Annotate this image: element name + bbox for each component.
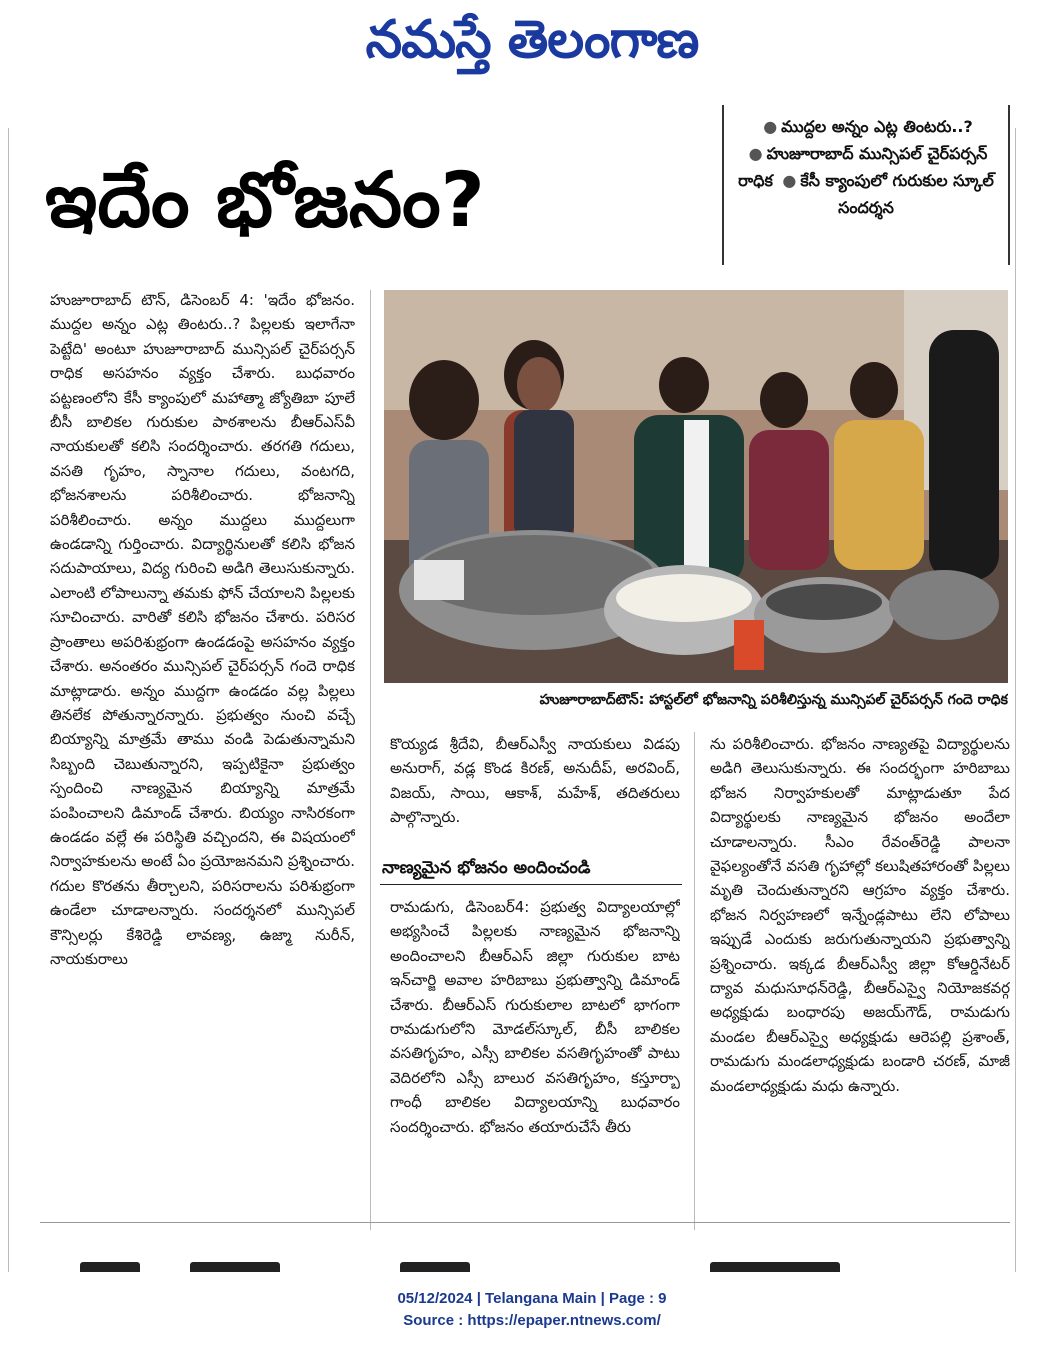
second-article-column: [390, 895, 680, 1207]
kicker-item: కేసీ క్యాంపులో గురుకుల స్కూల్ సందర్శన: [800, 171, 994, 217]
article-body-column: [50, 288, 355, 1208]
kicker-item: హుజూరాబాద్ మున్సిపల్ చైర్‌పర్సన్ రాధిక: [738, 144, 988, 190]
kicker-item: ముద్దల అన్నం ఎట్ల తింటరు..?: [781, 117, 973, 136]
article-paragraph: కొయ్యడ శ్రీదేవి, బీఆర్‌ఎస్వీ నాయకులు విడపు అనురాగ్, వడ్ల కొండ కిరణ్, అనుదీప్, అరవింద్, విజయ్, సాయి, ఆకాశ్, మహేశ్, తదితరులు పాల్గొన్నారు.: [390, 735, 680, 827]
article-paragraph: రామడుగు, డిసెంబర్4: ప్రభుత్వ విద్యాలయాల్లో అభ్యసించే పిల్లలకు నాణ్యమైన భోజనాన్ని అందించాలని బీఆర్‌ఎస్ జిల్లా గురుకుల బాట ఇన్‌చార్జి అవాల హరిబాబు ప్రభుత్వాన్ని డిమాండ్ చేశారు. బీఆర్‌ఎస్ గురుకులాల బాటలో భాగంగా రామడుగులోని మోడల్‌స్కూల్, బీసీ బాలికల వసతిగృహం, ఎస్సీ బాలికల వసతిగృహంతో పాటు వెదిరలోని ఎస్సీ బాలుర వసతిగృహం, కస్తూర్బా గాంధీ బాలికల విద్యాలయాన్ని బుధవారం సందర్శించారు. భోజనం తయారుచేసే తీరు: [390, 898, 680, 1136]
headline: ఇదేం భోజనం?: [45, 155, 485, 244]
page-footer: [0, 1288, 1064, 1332]
bullet-icon: ●: [748, 144, 763, 163]
bullet-icon: ●: [763, 117, 778, 136]
cropped-next-headline: [70, 1250, 900, 1272]
photo-caption: హుజూరాబాద్‌టౌన్: హాస్టల్‌లో భోజనాన్ని పరిశీలిస్తున్న మున్సిపల్ చైర్‌పర్సన్ గందె రాధిక: [539, 692, 1008, 708]
bottom-rule: [40, 1222, 1010, 1223]
bullet-icon: ●: [782, 171, 797, 190]
second-article-subheading: నాణ్యమైన భోజనం అందించండి: [380, 852, 682, 885]
footer-date-line: 05/12/2024 | Telangana Main | Page : 9: [397, 1290, 667, 1307]
footer-source-line: Source : https://epaper.ntnews.com/: [403, 1312, 661, 1329]
article-paragraph: హుజూరాబాద్ టౌన్, డిసెంబర్ 4: 'ఇదేం భోజనం. ముద్దల అన్నం ఎట్ల తింటరు..? పిల్లలకు ఇలాగేనా పెట్టేది' అంటూ హుజూరాబాద్ మున్సిపల్ చైర్‌పర్సన్ రాధిక అసహనం వ్యక్తం చేశారు. బుధవారం పట్టణంలోని కేసీ క్యాంపులో మహాత్మా జ్యోతిబా పూలే బీసీ బాలికల గురుకుల పాఠశాలను బీఆర్‌ఎస్‌వీ నాయకులతో కలిసి సందర్శించారు. తరగతి గదులు, వసతి గృహం, స్నానాల గదులు, వంటగది, భోజనశాలను పరిశీలించారు. భోజనాన్ని పరిశీలించారు. అన్నం ముద్దలు ముద్దలుగా ఉండడాన్ని గుర్తించారు. విద్యార్థినులతో కలిసి భోజన సదుపాయాలు, విద్య గురించి అడిగి తెలుసుకున్నారు. ఎలాంటి లోపాలున్నా తమకు ఫోన్ చేయాలని పిల్లలకు సూచించారు. వారితో కలిసి భోజనం చేశారు. పరిసర ప్రాంతాలు అపరిశుభ్రంగా ఉండడంపై అసహనం వ్యక్తం చేశారు. అనంతరం మున్సిపల్ చైర్‌పర్సన్ గందె రాధిక మాట్లాడారు. అన్నం ముద్దగా ఉండడం వల్ల పిల్లలు తినలేక పోతున్నారన్నారు. ప్రభుత్వం నుంచి వచ్చే బియ్యాన్ని మాత్రమే తాము వండి పెడుతున్నామని సిబ్బంది చెబుతున్నారని, ఇప్పటికైనా ప్రభుత్వం స్పందించి నాణ్యమైన బియ్యాన్ని మాత్రమే పంపించాలని డిమాండ్ చేశారు. బియ్యం నాసిరకంగా ఉండడం వల్లే ఈ పరిస్థితి వచ్చిందని, ఈ విషయంలో నిర్వాహకులను అంటే ఏం ప్రయోజనమని ప్రశ్నించారు. గదుల కొరతను తీర్చాలని, పరిసరాలను పరిశుభ్రంగా ఉండేలా చూడాలన్నారు. సందర్శనలో మున్సిపల్ కౌన్సిలర్లు కేశిరెడ్డి లావణ్య, ఉజ్మా నురీన్, నాయకురాలు: [50, 291, 355, 968]
column-divider: [370, 290, 371, 1230]
column-divider: [694, 732, 695, 1230]
newspaper-masthead: నమస్తే తెలంగాణ: [365, 10, 699, 70]
article-continuation-column: [390, 732, 680, 837]
second-article-continuation-column: [710, 732, 1010, 1207]
article-paragraph: ను పరిశీలించారు. భోజనం నాణ్యతపై విద్యార్థులను అడిగి తెలుసుకున్నారు. ఈ సందర్భంగా హరిబాబు భోజన నిర్వాహకులతో మాట్లాడుతూ పేద విద్యార్థులకు నాణ్యమైన భోజనం అందేలా చూడాలన్నారు. సీఎం రేవంత్‌రెడ్డి పాలనా వైఫల్యంతోనే వసతి గృహాల్లో కలుషితహారంతో పిల్లలు మృతి చెందుతున్నారని ఆగ్రహం వ్యక్తం చేశారు. భోజన నిర్వహణలో ఇన్నేండ్లపాటు లేని లోపాలు ఇప్పుడే ఎందుకు జరుగుతున్నాయని ప్రభుత్వాన్ని ప్రశ్నించారు. ఇక్కడ బీఆర్‌ఎస్వీ జిల్లా కోఆర్డినేటర్ ద్యావ మధుసూధన్‌రెడ్డి, బీఆర్‌ఎస్వై నియోజకవర్గ అధ్యక్షుడు బంధారపు అజయ్‌గౌడ్, రామడుగు మండల బీఆర్‌ఎస్వై అధ్యక్షుడు ఆరెపల్లి ప్రశాంత్, రామడుగు మండలాధ్యక్షుడు బండారి చరణ్, మాజీ మండలాధ్యక్షుడు మధు ఉన్నారు.: [710, 735, 1010, 1095]
kicker-box: [722, 105, 1010, 265]
kitchen-inspection-photo: [384, 290, 1008, 683]
news-photo: [384, 290, 1008, 683]
